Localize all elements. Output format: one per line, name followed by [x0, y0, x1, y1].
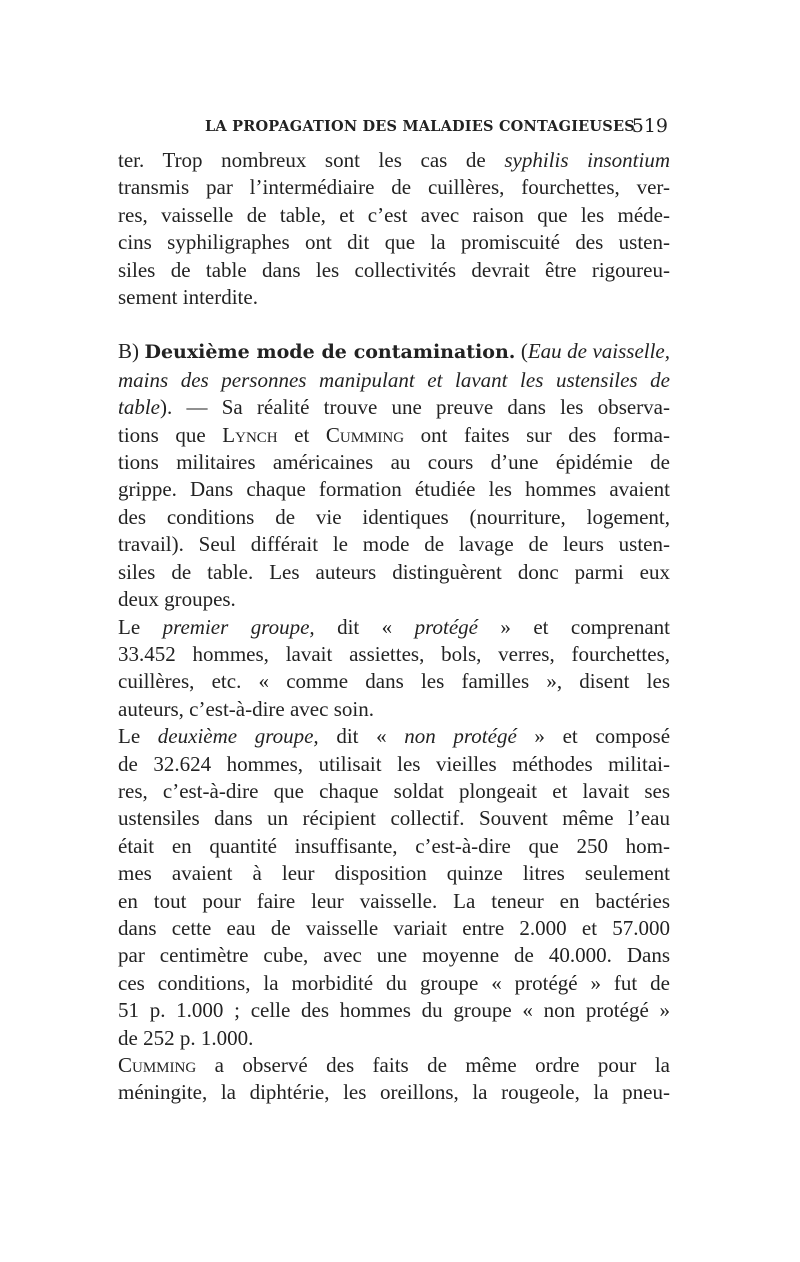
text-line: transmis par l’intermédiaire de cuillères, fourchettes, ver-: [118, 175, 670, 200]
text-span: Le: [118, 724, 158, 749]
paragraph-gap: [118, 311, 670, 338]
text-line: ustensiles dans un récipient collectif. Souvent même l’eau: [118, 806, 670, 831]
text-line: méningite, la diphtérie, les oreillons, la rougeole, la pneu-: [118, 1080, 670, 1105]
text-line: [118, 147, 670, 174]
text-span: dit «: [314, 614, 415, 639]
text-line: ces conditions, la morbidité du groupe « protégé » fut de: [118, 970, 670, 995]
italic-phrase: protégé: [414, 614, 478, 639]
paragraph-3: [118, 614, 670, 724]
text-line: 33.452 hommes, lavait assiettes, bols, verres, fourchettes,: [118, 641, 670, 666]
text-line: des conditions de vie identiques (nourriture, logement,: [118, 504, 670, 529]
text-line: 51 p. 1.000 ; celle des hommes du groupe « non protégé »: [118, 998, 670, 1023]
text-line: [118, 422, 670, 449]
text-line: res, c’est-à-dire que chaque soldat plongeait et lavait ses: [118, 778, 670, 803]
section-heading: Deuxième mode de contamination.: [144, 341, 516, 364]
text-line: cuillères, etc. « comme dans les familles », disent les: [118, 669, 670, 694]
text-line: dans cette eau de vaisselle variait entre 2.000 et 57.000: [118, 915, 670, 940]
text-line: travail). Seul différait le mode de lavage de leurs usten-: [118, 532, 670, 557]
italic-phrase: Eau de vaisselle,: [527, 339, 671, 364]
text-span: ). — Sa réalité trouve une preuve dans les observa-: [160, 395, 670, 420]
text-span: » et composé: [516, 724, 671, 749]
text-line: était en quantité insuffisante, c’est-à-dire que 250 hom-: [118, 833, 670, 858]
text-span: dit «: [318, 724, 405, 749]
text-span: ont faites sur des forma-: [404, 422, 670, 447]
page-number: 519: [631, 115, 668, 137]
text-line: deux groupes.: [118, 587, 236, 612]
running-title: LA PROPAGATION DES MALADIES CONTAGIEUSES: [205, 118, 635, 135]
text-line: [118, 394, 670, 421]
text-span: tions que: [118, 422, 223, 447]
text-line: de 252 p. 1.000.: [118, 1025, 254, 1050]
text-line: de 32.624 hommes, utilisait les vieilles méthodes militai-: [118, 751, 670, 776]
text-span: (: [515, 339, 528, 364]
text-span: ter. Trop nombreux sont les cas de: [118, 148, 505, 172]
paragraph-4: [118, 723, 670, 1052]
text-line: [118, 614, 670, 641]
text-line: [118, 338, 670, 366]
text-line: [118, 723, 670, 750]
text-line: mes avaient à leur disposition quinze litres seulement: [118, 861, 670, 886]
body-text: [118, 147, 670, 1107]
author-name: Cumming: [118, 1053, 197, 1077]
text-line: [118, 367, 670, 394]
text-span: Le: [118, 614, 163, 639]
text-span: et: [277, 422, 326, 447]
italic-phrase: mains des personnes manipulant et lavant les ustensiles de: [118, 367, 670, 392]
text-line: en tout pour faire leur vaisselle. La teneur en bactéries: [118, 888, 670, 913]
text-span: » et comprenant: [477, 614, 671, 639]
italic-term: syphilis insontium: [504, 148, 671, 172]
text-line: auteurs, c’est-à-dire avec soin.: [118, 696, 374, 721]
italic-phrase: premier groupe,: [162, 614, 315, 639]
italic-phrase: table: [118, 395, 160, 420]
text-span: a observé des faits de même ordre pour la: [196, 1053, 670, 1077]
text-line: cins syphiligraphes ont dit que la promiscuité des usten-: [118, 230, 670, 255]
italic-phrase: non protégé: [404, 724, 517, 749]
author-name: Lynch: [222, 422, 278, 447]
text-line: tions militaires américaines au cours d’une épidémie de: [118, 450, 670, 475]
text-line: res, vaisselle de table, et c’est avec raison que les méde-: [118, 202, 670, 227]
page-header: [205, 115, 670, 140]
paragraph-1: [118, 147, 670, 311]
text-line: grippe. Dans chaque formation étudiée les hommes avaient: [118, 477, 670, 502]
paragraph-5: [118, 1052, 670, 1107]
text-line: sement interdite.: [118, 285, 258, 310]
text-line: siles de table dans les collectivités devrait être rigoureu-: [118, 257, 670, 282]
text-line: par centimètre cube, avec une moyenne de 40.000. Dans: [118, 943, 670, 968]
text-line: siles de table. Les auteurs distinguèrent donc parmi eux: [118, 559, 670, 584]
paragraph-2: [118, 338, 670, 613]
section-letter: B): [118, 339, 145, 364]
author-name: Cumming: [325, 422, 405, 447]
text-line: [118, 1052, 670, 1079]
italic-phrase: deuxième groupe,: [157, 724, 319, 749]
